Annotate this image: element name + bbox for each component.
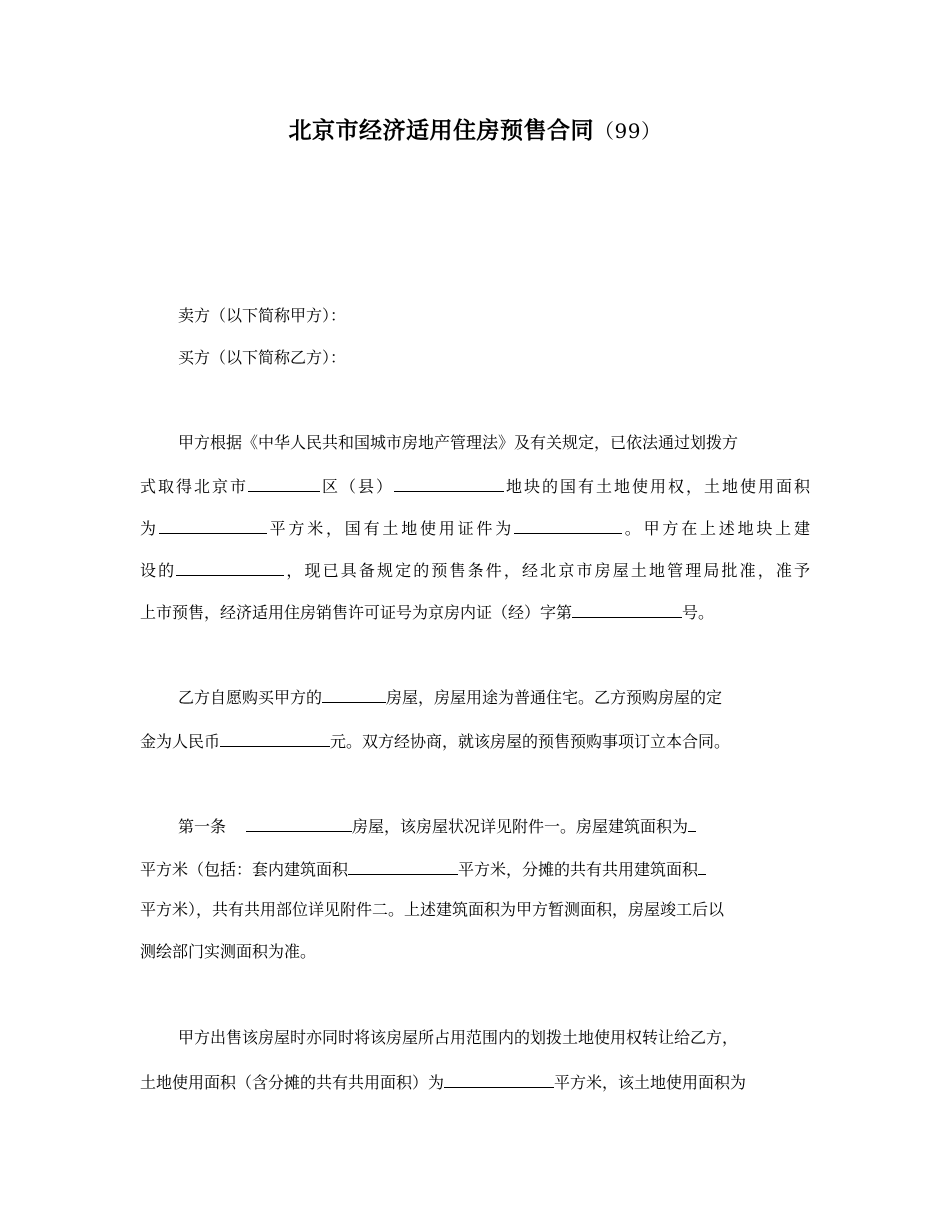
para1-line4: 设的 ，现已具备规定的预售条件，经北京市房屋土地管理局批准，准予	[140, 557, 810, 581]
house-blank	[322, 684, 386, 703]
title-suffix: （99）	[594, 119, 662, 143]
para2-line1: 乙方自愿购买甲方的 房屋，房屋用途为普通住宅。乙方预购房屋的定	[178, 684, 722, 708]
article1-label: 第一条	[178, 817, 227, 836]
shared-land-area-blank	[444, 1069, 554, 1088]
land-area-blank	[159, 515, 267, 534]
land-cert-blank	[514, 515, 622, 534]
deposit-blank	[220, 728, 330, 747]
document-title	[0, 112, 950, 145]
para3-line1: 甲方出售该房屋时亦同时将该房屋所占用范围内的划拨土地使用权转让给乙方，	[178, 1028, 739, 1047]
article1-line2: 平方米（包括：套内建筑面积 平方米，分摊的共有共用建筑面积	[140, 856, 706, 880]
district-blank	[248, 473, 320, 492]
article1-line1: 第一条 房屋，该房屋状况详见附件一。房屋建筑面积为	[178, 813, 696, 837]
para1-line2: 式取得北京市 区（县） 地块的国有土地使用权，土地使用面积	[140, 473, 810, 497]
seller-line: 卖方（以下简称甲方）：	[178, 306, 347, 325]
para1-line3: 为 平方米，国有土地使用证件为 。甲方在上述地块上建	[140, 515, 810, 539]
inner-area-blank	[348, 856, 458, 875]
permit-number-blank	[572, 599, 682, 618]
house-location-blank	[246, 813, 352, 832]
para3-line2: 土地使用面积（含分摊的共有共用面积）为 平方米，该土地使用面积为	[140, 1069, 746, 1093]
buyer-line: 买方（以下简称乙方）：	[178, 348, 347, 367]
para1-line1: 甲方根据《中华人民共和国城市房地产管理法》及有关规定，已依法通过划拨方	[178, 433, 739, 452]
para2-line2: 金为人民币 元。双方经协商，就该房屋的预售预购事项订立本合同。	[140, 728, 730, 752]
article1-line3: 平方米），共有共用部位详见附件二。上述建筑面积为甲方暂测面积，房屋竣工后以	[140, 900, 725, 919]
plot-blank	[394, 473, 504, 492]
article1-line4: 测绘部门实测面积为准。	[140, 942, 317, 961]
title-main: 北京市经济适用住房预售合同	[288, 118, 595, 144]
project-blank	[176, 557, 284, 576]
para1-line5: 上市预售，经济适用住房销售许可证号为京房内证（经）字第 号。	[140, 599, 714, 623]
